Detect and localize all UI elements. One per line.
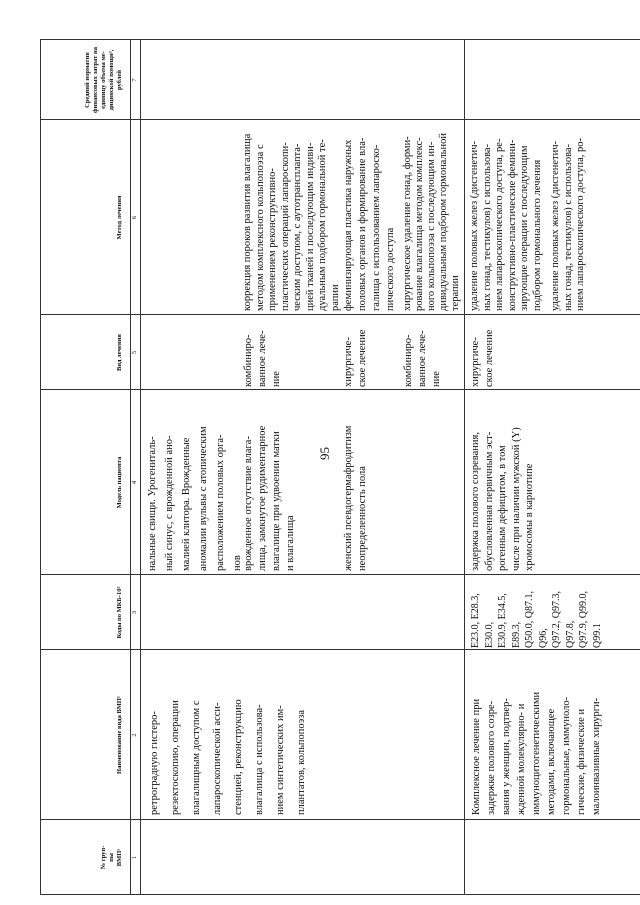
vmp-name-cell: Комплексное лечение при задержке полового созре- вания у женщин, подтвер- жденной молекулярно- и иммуноцитогенетическими методами, включающее гормональные, иммуноло- гические, физические и малоинвазивные хирурги-	[471, 691, 602, 815]
treatment-type-cell: комбиниро- ванное лече- ние	[403, 330, 442, 387]
row-divider	[140, 40, 141, 895]
patient-model-cell: задержка полового созревания, обусловленная первичным эст- рогенным дефицитом, в том числе при наличии мужской (Y) хромосомы в кариотипе	[470, 427, 535, 571]
header-icd-codes: Коды по МКБ-10²	[116, 586, 123, 639]
column-number: 3	[131, 610, 138, 615]
header-group-number: № груп- пы ВМП¹	[100, 845, 123, 870]
header-treatment-type: Вид лечения	[116, 334, 123, 371]
treatment-method-cell: удаление половых желез (дисгенетич- ных гонад, тестикулов) с использова- нием лапароскопического доступа, ре- конструктивно-пластические фемини- зирующие операции с последующим подбором гормонального лечения	[469, 138, 543, 311]
column-number: 7	[131, 78, 138, 82]
column-number: 5	[131, 350, 138, 355]
treatment-type-cell: хирургиче- ское лечение	[470, 329, 495, 387]
icd-codes-cell: E23.0, E28.3, E30.0, E30.9, E34.5, E89.3, Q50.0, Q87.1, Q96, Q97.2, Q97.3, Q97.8, Q97.9, Q99.0, Q99.1	[470, 591, 603, 648]
header-vmp-name: Наименование вида ВМП¹	[116, 696, 123, 774]
column-number: 2	[131, 733, 138, 737]
column-number: 1	[131, 855, 138, 860]
row-divider	[464, 40, 465, 895]
patient-model-cell: женский псевдогермафродитизм неопределенность пола	[343, 425, 368, 571]
patient-model-cell: врожденное отсутствие влага- лища, замкнутое рудиментарное влагалище при удвоении матки и влагалища	[243, 425, 296, 571]
treatment-type-cell: хирургиче- ское лечение	[343, 329, 368, 387]
treatment-method-cell: удаление половых желез (дисгенетич- ных гонад, тестикулов) с использова- нием лапароскопического доступа, ро-	[550, 137, 586, 311]
treatment-method-cell: феминизирующая пластика наружных половых органов и формирование вла- галища с использованием лапароско- пического доступа	[343, 137, 396, 311]
header-patient-model: Модель пациента	[116, 456, 123, 509]
column-number: 6	[131, 215, 138, 220]
treatment-method-cell: коррекция пороков развития влагалища методом комплексного кольпопоэза с применением реконструктивно- пластических операций лапароскопи- ческим доступом, с аутотрансплanта- цией тканей и последующим индиви- дуальным подбором гормональной те- рапии	[242, 133, 341, 311]
column-number: 4	[131, 480, 138, 485]
header-cost-standard: Средний норматив финансовых затрат на единицу объема ме- дицинской помощи³, рублей	[84, 47, 123, 113]
patient-model-cell: нальные свищи. Урогениталь- ный синус, с врожденной ано- малией клитора. Врожденные аномалии вульвы с атопическим расположением половых орга- нов	[147, 426, 243, 571]
header-treatment-method: Метод лечения	[116, 195, 123, 240]
vmp-name-cell: ретроградную гистеро- резектоскопию, операции влагалищным доступом с лапароскопической асси- стенцией, реконструкцию влагалища с использова- нием синтетических им- плантатов, кольпопоэза	[149, 699, 307, 815]
treatment-method-cell: хирургическое удаление гонад, форми- рование влагалища методом комплекс- ного кольпопоэза с последующим ин- дивидуальным подбором гормональной терапии	[402, 133, 461, 311]
treatment-type-cell: комбиниро- ванное лече- ние	[243, 330, 282, 387]
page-number: 95	[317, 447, 332, 460]
